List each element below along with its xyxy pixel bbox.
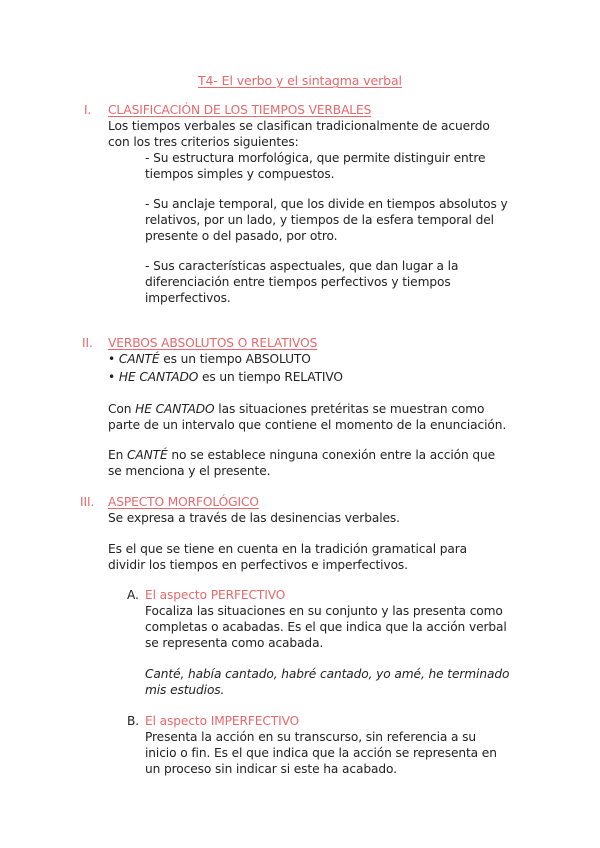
criterion-1-line-2: tiempos simples y compuestos. [145,167,335,181]
criterion-3-line-2: diferenciación entre tiempos perfectivos y tiempos [145,275,451,289]
criterion-3-line-1: - Sus características aspectuales, que dan lugar a la [145,259,459,273]
subsection-b-body-line-1: Presenta la acción en su transcurso, sin referencia a su [145,730,477,744]
subsection-a-example-line-2: mis estudios. [145,683,225,697]
section-3-paragraph-1: Se expresa a través de las desinencias verbales. [108,511,400,525]
criterion-1-line-1: - Su estructura morfológica, que permite distinguir entre [145,151,486,165]
subsection-a-body-line-1: Focaliza las situaciones en su conjunto y las presenta como [145,604,503,618]
section-3-numeral: III. [80,495,95,509]
page-title: T4- El verbo y el sintagma verbal [198,73,402,88]
bullet-mark: • [108,370,116,384]
subsection-b-body-line-3: un proceso sin indicar si este ha acabado. [145,762,397,776]
paragraph-cante-line-1 [108,447,495,463]
term-cante: CANTÉ [127,448,168,462]
paragraph-he-cantado-line-2: parte de un intervalo que contiene el momento de la enunciación. [108,418,507,432]
criterion-3-line-3: imperfectivos. [145,291,231,305]
bullet-relativo-text: es un tiempo RELATIVO [198,370,343,384]
section-1-intro-line-1: Los tiempos verbales se clasifican tradicionalmente de acuerdo [108,119,490,133]
bullet-mark: • [108,352,116,366]
term-he-cantado: HE CANTADO [118,370,199,384]
bullet-relativo [108,369,343,385]
section-3-paragraph-2-line-1: Es el que se tiene en cuenta en la tradición gramatical para [108,542,468,556]
bullet-absoluto [108,351,311,367]
section-1-heading: CLASIFICACIÓN DE LOS TIEMPOS VERBALES [108,103,372,117]
section-3-paragraph-2-line-2: dividir los tiempos en perfectivos e imperfectivos. [108,558,408,572]
subsection-b-letter: B. [127,714,140,728]
section-1-numeral: I. [84,103,92,117]
section-3-heading: ASPECTO MORFOLÓGICO [108,495,259,509]
paragraph-prefix: En [108,448,127,462]
subsection-a-heading: El aspecto PERFECTIVO [145,588,286,602]
paragraph-prefix: Con [108,402,136,416]
paragraph-he-cantado-line-1 [108,401,484,417]
bullet-absoluto-text: es un tiempo ABSOLUTO [159,352,311,366]
criterion-2-line-2: relativos, por un lado, y tiempos de la esfera temporal del [145,213,494,227]
section-1-intro-line-2: con los tres criterios siguientes: [108,135,299,149]
subsection-a-body-line-3: se representa como acabada. [145,636,324,650]
subsection-a-body-line-2: completas o acabadas. Es el que indica que la acción verbal [145,620,507,634]
paragraph-suffix: no se establece ninguna conexión entre la acción que [167,448,496,462]
paragraph-suffix: las situaciones pretéritas se muestran como [214,402,485,416]
subsection-b-heading: El aspecto IMPERFECTIVO [145,714,300,728]
subsection-b-body-line-2: inicio o fin. Es el que indica que la acción se representa en [145,746,497,760]
term-he-cantado: HE CANTADO [135,402,215,416]
subsection-a-letter: A. [127,588,139,602]
section-2-heading: VERBOS ABSOLUTOS O RELATIVOS [108,336,318,350]
section-2-numeral: II. [82,336,93,350]
criterion-2-line-1: - Su anclaje temporal, que los divide en tiempos absolutos y [145,197,508,211]
criterion-2-line-3: presente o del pasado, por otro. [145,229,338,243]
subsection-a-example-line-1: Canté, había cantado, habré cantado, yo amé, he terminado [145,667,510,681]
term-cante: CANTÉ [118,352,160,366]
paragraph-cante-line-2: se menciona y el presente. [108,464,271,478]
